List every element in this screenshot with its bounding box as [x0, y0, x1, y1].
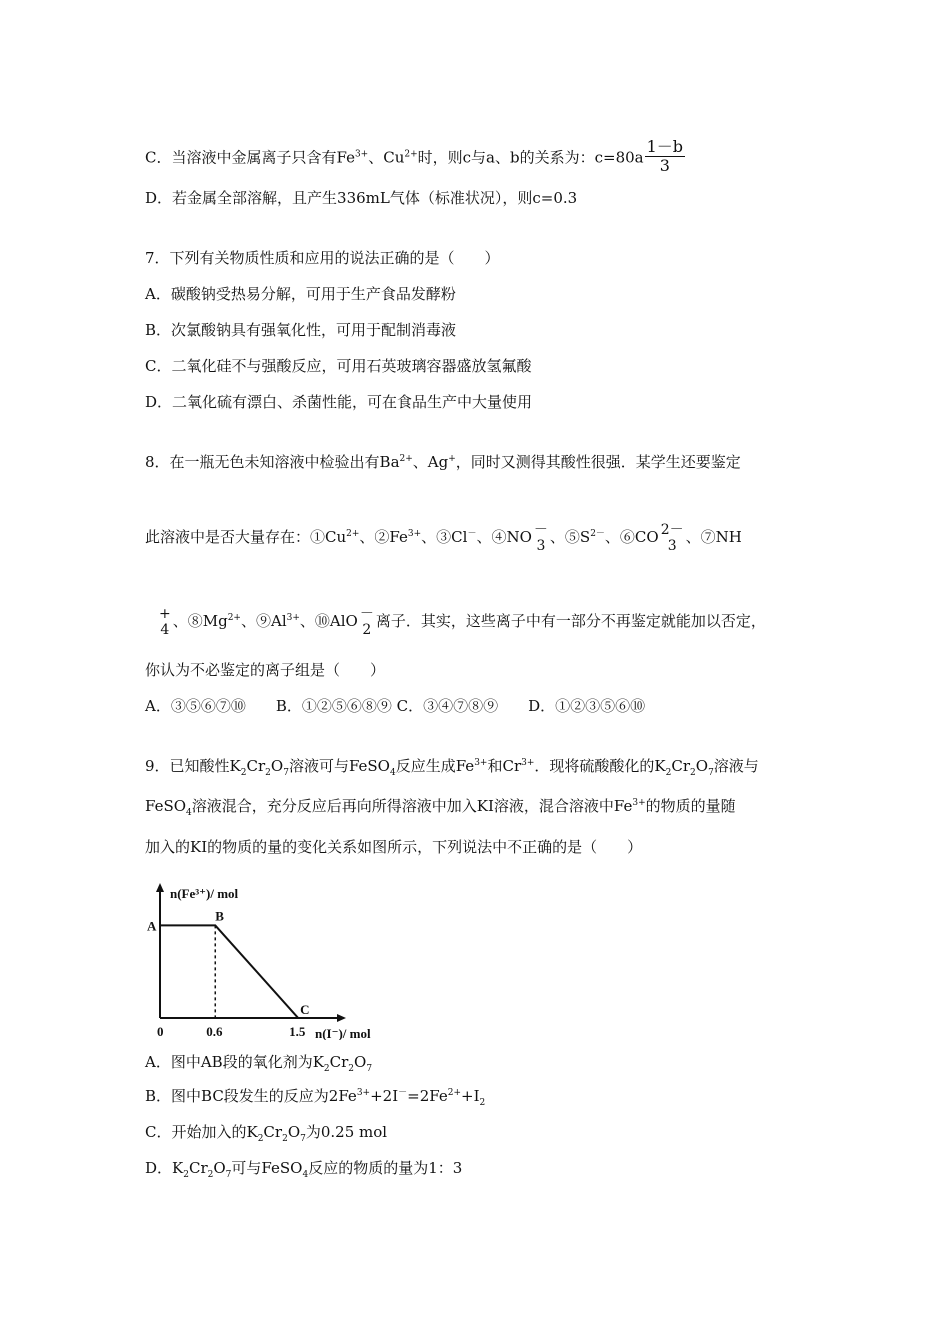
q9-stem-line2: FeSO$_4$溶液混合，充分反应后再向所得溶液中加入KI溶液，混合溶液中$Fe^{3+}$的物质的量随	[145, 797, 736, 818]
ion-charge-co3: 2－ 3	[660, 522, 684, 554]
q8-stem-line4: 你认为不必鉴定的离子组是（ ）	[145, 661, 386, 679]
q7-option-b: B．次氯酸钠具有强氧化性，可用于配制消毒液	[145, 321, 457, 339]
q8-stem-line1: 8．在一瓶无色未知溶液中检验出有$Ba^{2+}$、Ag+，同时又测得其酸性很强．某学生还要鉴定	[145, 453, 741, 471]
q8-stem-line2: 此溶液中是否大量存在：$①Cu^{2+}$、$②Fe^{3+}$、③Cl－、④NO － 3 、$⑤S^{2-}$、⑥CO 2－ 3 、⑦NH	[145, 522, 742, 554]
q9-stem-line1: 9．已知酸性$K_2Cr_2O_7$溶液可与FeSO$_4$反应生成$Fe^{3+}$和$Cr^{3+}$．现将硫酸酸化的$K_2Cr_2O_7$溶液与	[145, 757, 759, 778]
x-axis-arrow	[337, 1014, 346, 1022]
ion-charge-nh4: + 4	[159, 606, 171, 638]
q9-option-c: C．开始加入的$K_2Cr_2O_7$为0.25 mol	[145, 1123, 388, 1144]
q8-options: A．③⑤⑥⑦⑩ B．①②⑤⑥⑧⑨ C．③④⑦⑧⑨ D．①②③⑤⑥⑩	[145, 697, 646, 715]
y-axis-arrow	[156, 883, 164, 892]
y-axis-label: n(Fe³⁺)/ mol	[170, 886, 239, 901]
x-axis-label: n(I⁻)/ mol	[315, 1026, 371, 1040]
point-label: A	[147, 918, 157, 934]
q9-option-b: B．图中BC段发生的反应为$2Fe^{3+}+2I^-=2Fe^{2+}+I_2$	[145, 1087, 486, 1108]
q7-option-a: A．碳酸钠受热易分解，可用于生产食品发酵粉	[145, 285, 456, 303]
chart-axes	[156, 883, 346, 1022]
q6-option-d: D．若金属全部溶解，且产生336mL气体（标准状况），则c=0.3	[145, 189, 578, 207]
q7-stem: 7．下列有关物质性质和应用的说法正确的是（ ）	[145, 249, 500, 267]
point-label: C	[300, 1002, 310, 1017]
q7-option-d: D．二氧化硫有漂白、杀菌性能，可在食品生产中大量使用	[145, 393, 533, 411]
q6-option-c: C．当溶液中金属离子只含有$Fe^{3+}$、$Cu^{2+}$时，则c与a、b的关系为：c=80a $\frac{1-b}{3}$	[145, 137, 684, 175]
fe3-vs-i-chart	[140, 880, 380, 1040]
chart-marks	[160, 925, 298, 1018]
q7-option-c: C．二氧化硅不与强酸反应，可用石英玻璃容器盛放氢氟酸	[145, 357, 532, 375]
x-tick-label: 0	[157, 1024, 164, 1039]
q9-option-a: A．图中AB段的氧化剂为$K_2Cr_2O_7$	[145, 1053, 373, 1074]
ion-charge-alo2: － 2	[359, 606, 374, 638]
series-line	[160, 925, 298, 1018]
q9-stem-line3: 加入的KI的物质的量的变化关系如图所示，下列说法中不正确的是（ ）	[145, 838, 643, 856]
q8-stem-line3: + 4 、$⑧Mg^{2+}$、$⑨Al^{3+}$、⑩AlO － 2 离子．其实，这些离子中有一部分不再鉴定就能加以否定，	[159, 606, 766, 638]
point-label: B	[215, 908, 224, 924]
x-tick-label: 1.5	[289, 1024, 306, 1039]
fraction: $\frac{1-b}{3}$	[646, 137, 684, 175]
x-tick-label: 0.6	[206, 1024, 223, 1039]
q9-option-d: D．$K_2Cr_2O_7$可与FeSO$_4$反应的物质的量为1：3	[145, 1159, 463, 1180]
ion-charge-no3: － 3	[533, 522, 548, 554]
